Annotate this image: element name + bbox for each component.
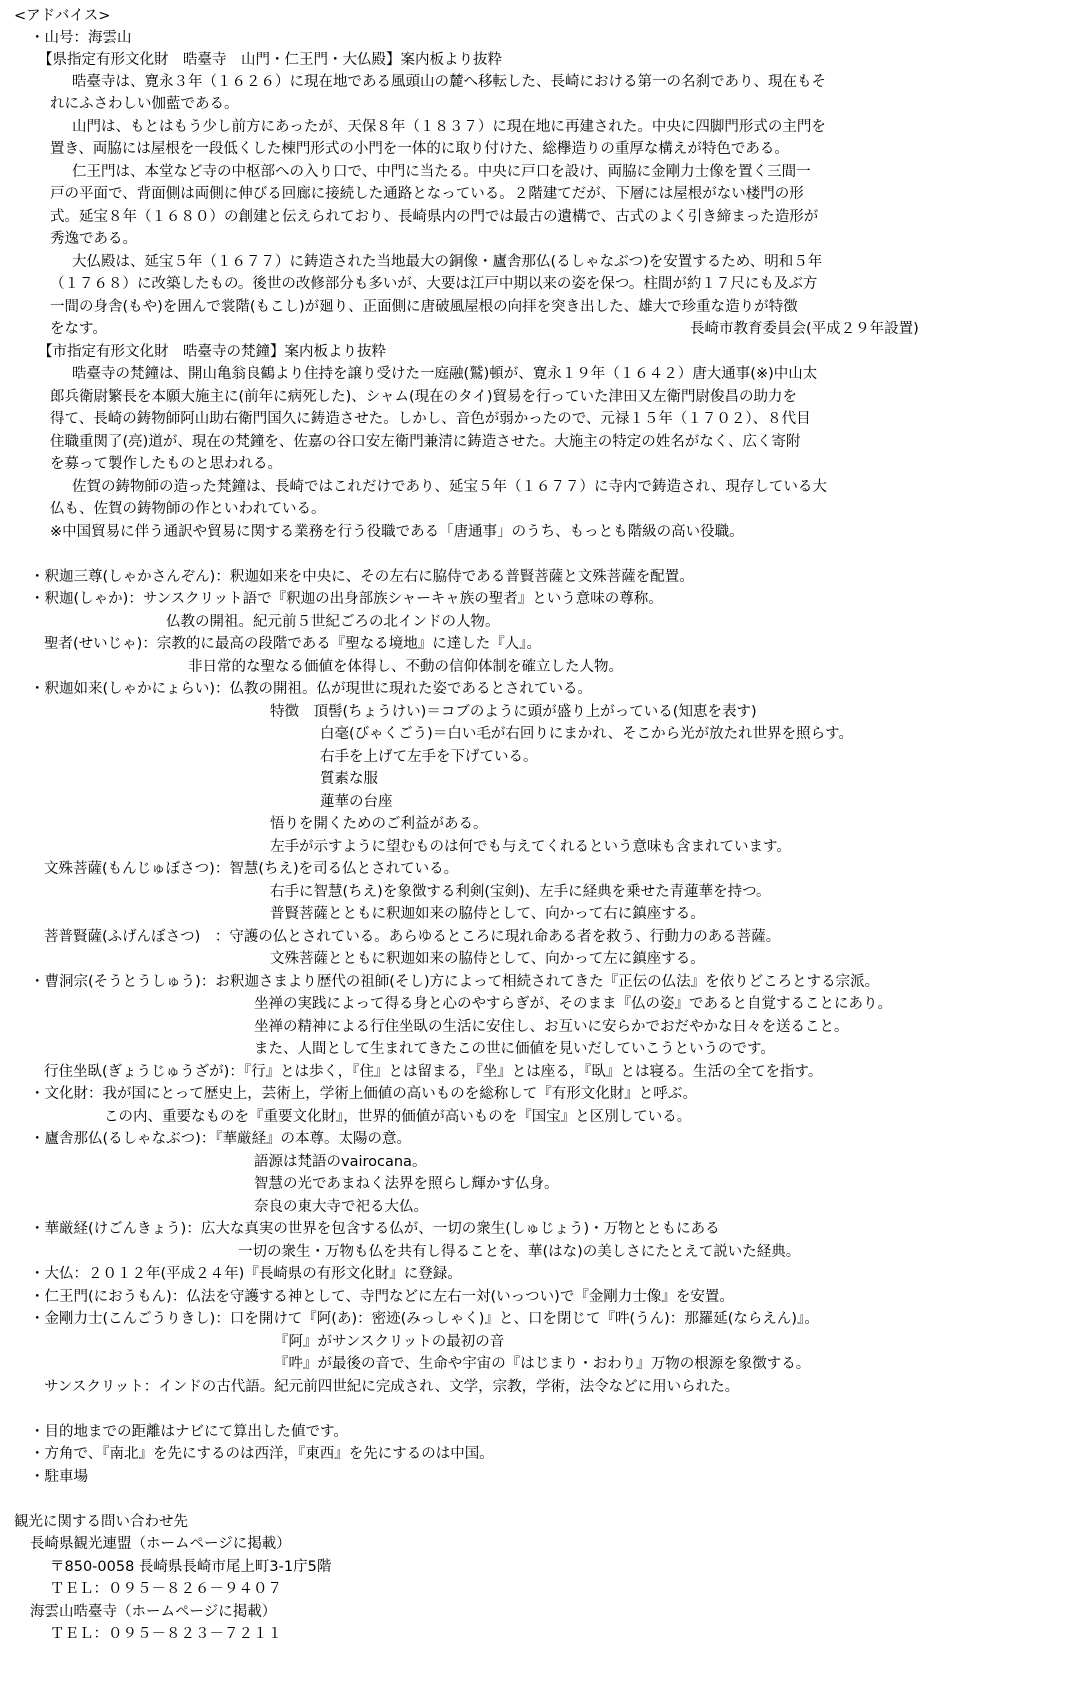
text-line: 長崎県観光連盟（ホームページに掲載） [30,1536,291,1552]
text-line: 【市指定有形文化財 晧臺寺の梵鐘】案内板より抜粋 [38,344,386,360]
text-line: 普賢菩薩とともに釈迦如来の脇侍として、向かって右に鎮座する。 [270,906,705,922]
text-line: 左手が示すように望むものは何でも与えてくれるという意味も含まれています。 [270,839,791,855]
text-line: 仁王門は、本堂など寺の中枢部への入り口で、中門に当たる。中央に戸口を設け、両脇に金剛力士像を置く三間一 [72,164,811,180]
text-line: 非日常的な聖なる価値を体得し、不動の信仰体制を確立した人物。 [188,659,623,675]
text-line: 白毫(びゃくごう)＝白い毛が右回りにまかれ、そこから光が放たれ世界を照らす。 [320,726,854,742]
text-line: 悟りを開くためのご利益がある。 [270,816,488,832]
text-line: ＴＥＬ：０９５－８２６－９４０７ [50,1581,282,1597]
text-line: 秀逸である。 [50,231,137,247]
text-line: 一切の衆生・万物も仏を共有し得ることを、華(はな)の美しさにたとえて説いた経典。 [238,1244,801,1260]
text-line: ※中国貿易に伴う通訳や貿易に関する業務を行う役職である「唐通事」のうち、もっとも階級の高い役職。 [50,524,744,540]
text-line: 質素な服 [320,771,378,787]
text-line: 晧臺寺の梵鐘は、開山亀翁良鶴より住持を譲り受けた一庭融(鷲)頓が、寛永１９年（１６４２）唐大通事(※)中山太 [72,366,818,382]
text-line: ・山号：海雲山 [30,30,132,46]
text-line: 〒850-0058 長崎県長崎市尾上町3-1庁5階 [50,1559,332,1575]
text-line: また、人間として生まれてきたこの世に価値を見いだしていこうというのです。 [254,1041,775,1057]
text-line: 『阿』がサンスクリットの最初の音 [274,1334,505,1350]
text-line: 菩普賢薩(ふげんぼさつ) ：守護の仏とされている。あらゆるところに現れ命ある者を救う、行動力のある菩薩。 [44,929,781,945]
text-line: れにふさわしい伽藍である。 [50,96,239,112]
text-line: ・釈迦三尊(しゃかさんぞん)：釈迦如来を中央に、その左右に脇侍である普賢菩薩と文殊菩薩を配置。 [30,569,694,585]
text-line: 郎兵衛尉繁長を本願大施主に(前年に病死した)、シャム(現在のタイ)貿易を行っていた津田又左衛門尉俊昌の助力を [50,389,798,405]
text-line: 住職重関了(亮)道が、現在の梵鐘を、佐嘉の谷口安左衛門兼清に鋳造させた。大施主の特定の姓名がなく、広く寄附 [50,434,801,450]
text-line: 山門は、もとはもう少し前方にあったが、天保８年（１８３７）に現在地に再建された。中央に四脚門形式の主門を [72,119,826,135]
text-line: 置き、両脇には屋根を一段低くした棟門形式の小門を一体的に取り付けた、総欅造りの重厚な構えが特色である。 [50,141,789,157]
text-line: 行住坐臥(ぎょうじゅうざが)：『行』とは歩く，『住』とは留まる，『坐』とは座る，『臥』とは寝る。生活の全てを指す。 [44,1064,823,1080]
text-line: 仏教の開祖。紀元前５世紀ごろの北インドの人物。 [166,614,500,630]
text-line: 聖者(せいじゃ)：宗教的に最高の段階である『聖なる境地』に達した『人』。 [44,636,542,652]
text-line: 文殊菩薩とともに釈迦如来の脇侍として、向かって左に鎮座する。 [270,951,705,967]
text-line: 文殊菩薩(もんじゅぼさつ)：智慧(ちえ)を司る仏とされている。 [44,861,459,877]
text-line: サンスクリット：インドの古代語。紀元前四世紀に完成され、文学，宗教，学術，法令などに用いられた。 [44,1379,740,1395]
text-line: 長崎市教育委員会(平成２９年設置) [690,321,919,337]
text-line: 式。延宝８年（１６８０）の創建と伝えられており、長崎県内の門では最古の遺構で、古式のよく引き締まった造形が [50,209,819,225]
text-line: ・駐車場 [30,1469,88,1485]
text-line: を募って製作したものと思われる。 [50,456,282,472]
text-line: 蓮華の台座 [320,794,393,810]
text-line: ＴＥＬ：０９５－８２３－７２１１ [50,1626,282,1642]
text-line: 佐賀の鋳物師の造った梵鐘は、長崎ではこれだけであり、延宝５年（１６７７）に寺内で鋳造され、現存している大 [72,479,827,495]
text-line: 晧臺寺は、寛永３年（１６２６）に現在地である風頭山の麓へ移転した、長崎における第一の名刹であり、現在もそ [72,74,826,90]
text-line: <アドバイス> [14,8,111,24]
text-line: をなす。 [50,321,107,337]
text-line: ・目的地までの距離はナビにて算出した値です。 [30,1424,348,1440]
text-line: 観光に関する問い合わせ先 [14,1514,188,1530]
text-line: 一間の身舎(もや)を囲んで裳階(もこし)が廻り、正面側に唐破風屋根の向拝を突き出した、雄大で珍重な造りが特徴 [50,299,798,315]
text-line: 坐禅の精神による行住坐臥の生活に安住し、お互いに安らかでおだやかな日々を送ること。 [254,1019,849,1035]
text-line: 仏も、佐賀の鋳物師の作といわれている。 [50,501,326,517]
text-line: 右手を上げて左手を下げている。 [320,749,538,765]
text-line: ・文化財：我が国にとって歴史上，芸術上，学術上価値の高いものを総称して『有形文化財』と呼ぶ。 [30,1086,697,1102]
text-line: 戸の平面で、背面側は両側に伸びる回廊に接続した通路となっている。２階建てだが、下層には屋根がない楼門の形 [50,186,804,202]
text-line: ・金剛力士(こんごうりきし)：口を開けて『阿(あ)：密迹(みっしゃく)』と、口を閉じて『吽(うん)：那羅延(ならえん)』。 [30,1311,819,1327]
text-line: 奈良の東大寺で祀る大仏。 [254,1199,428,1215]
text-line: ・釈迦如来(しゃかにょらい)：仏教の開祖。仏が現世に現れた姿であるとされている。 [30,681,593,697]
text-line: ・曹洞宗(そうとうしゅう)：お釈迦さまより歴代の祖師(そし)方によって相続されてきた『正伝の仏法』を依りどころとする宗派。 [30,974,880,990]
text-line: 智慧の光であまねく法界を照らし輝かす仏身。 [254,1176,559,1192]
text-line: 坐禅の実践によって得る身と心のやすらぎが、そのまま『仏の姿』であると自覚することにあり。 [254,996,892,1012]
text-line: ・華厳経(けごんきょう)：広大な真実の世界を包含する仏が、一切の衆生(しゅじょう)・万物とともにある [30,1221,720,1237]
text-line: 海雲山晧臺寺（ホームページに掲載） [30,1604,277,1620]
text-line: ・廬舎那仏(るしゃなぶつ)：『華厳経』の本尊。太陽の意。 [30,1131,412,1147]
text-line: ・釈迦(しゃか)：サンスクリット語で『釈迦の出身部族シャーキャ族の聖者』という意味の尊称。 [30,591,663,607]
text-line: 右手に智慧(ちえ)を象徴する利剣(宝剣)、左手に経典を乗せた青蓮華を持つ。 [270,884,771,900]
text-line: 大仏殿は、延宝５年（１６７７）に鋳造された当地最大の銅像・廬舎那仏(るしゃなぶつ)を安置するため、明和５年 [72,254,823,270]
text-line: 語源は梵語のvairocana。 [254,1154,427,1170]
text-line: 『吽』が最後の音で、生命や宇宙の『はじまり・おわり』万物の根源を象徴する。 [274,1356,811,1372]
text-line: この内、重要なものを『重要文化財』，世界的価値が高いものを『国宝』と区別している。 [104,1109,692,1125]
text-line: ・方角で、『南北』を先にするのは西洋，『東西』を先にするのは中国。 [30,1446,494,1462]
text-line: 特徴 頂髻(ちょうけい)＝コブのように頭が盛り上がっている(知恵を表す) [270,704,757,720]
text-line: ・仁王門(におうもん)：仏法を守護する神として、寺門などに左右一対(いっつい)で『金剛力士像』を安置。 [30,1289,734,1305]
text-line: ・大仏：２０１２年(平成２４年)『長崎県の有形文化財』に登録。 [30,1266,462,1282]
text-line: 【県指定有形文化財 晧臺寺 山門・仁王門・大仏殿】案内板より抜粋 [38,52,502,68]
text-line: （１７６８）に改築したもの。後世の改修部分も多いが、大要は江戸中期以来の姿を保つ。柱間が約１７尺にも及ぶ方 [50,276,818,292]
text-line: 得て、長崎の鋳物師阿山助右衛門国久に鋳造させた。しかし、音色が弱かったので、元禄１５年（１７０２）、８代目 [50,411,811,427]
